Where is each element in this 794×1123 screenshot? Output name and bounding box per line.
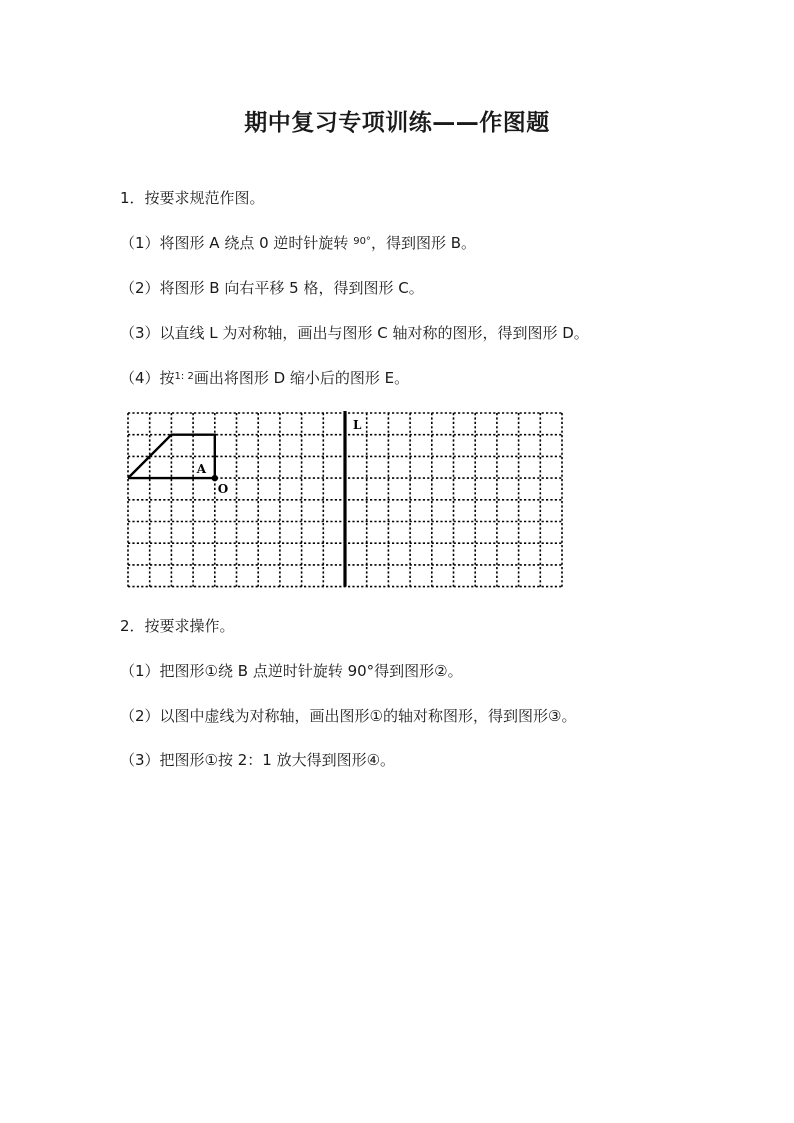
label-O: O — [217, 482, 229, 497]
q1-step-4-tail: 画出将图形 D 缩小后的图形 E。 — [193, 369, 410, 387]
q1-step-1-angle: 90° — [353, 236, 371, 247]
q1-heading: 1．按要求规范作图。 — [120, 189, 265, 207]
q2-heading: 2．按要求操作。 — [120, 617, 235, 635]
q1-step-4-text: （4）按 — [120, 369, 175, 387]
page-title: 期中复习专项训练——作图题 — [244, 110, 550, 136]
label-A: A — [196, 462, 207, 477]
q1-step-1 — [120, 232, 476, 253]
label-L: L — [353, 418, 362, 432]
q1-step-4 — [120, 367, 409, 388]
q1-step-1-tail: ，得到图形 B。 — [370, 234, 476, 252]
q1-step-3: （3）以直线 L 为对称轴，画出与图形 C 轴对称的图形，得到图形 D。 — [120, 324, 589, 342]
q1-step-4-ratio: 1: 2 — [174, 371, 194, 382]
q2-step-1: （1）把图形①绕 B 点逆时针旋转 90°得到图形②。 — [120, 662, 463, 680]
q1-step-1-text: （1）将图形 A 绕点 0 逆时针旋转 — [120, 234, 354, 252]
q2-step-3: （3）把图形①按 2：1 放大得到图形④。 — [120, 751, 396, 769]
point-O — [212, 475, 218, 481]
grid-figure — [126, 411, 568, 593]
q2-step-2: （2）以图中虚线为对称轴，画出图形①的轴对称图形，得到图形③。 — [120, 707, 577, 725]
q1-step-2: （2）将图形 B 向右平移 5 格，得到图形 C。 — [120, 279, 424, 297]
